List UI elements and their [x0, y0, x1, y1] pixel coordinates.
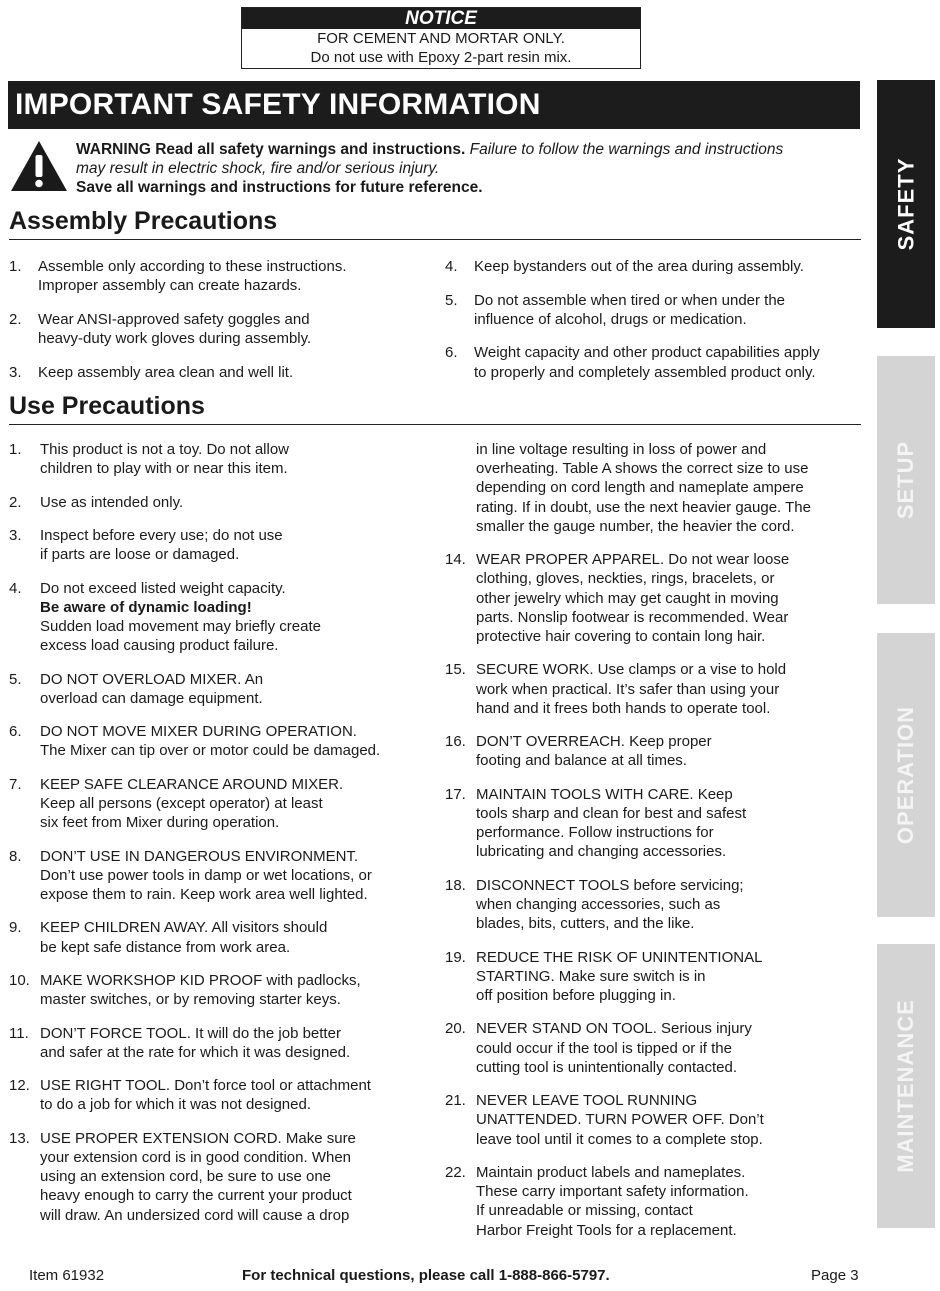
- list-item-line: NEVER STAND ON TOOL. Serious injury: [476, 1020, 752, 1038]
- list-item-line: protective hair covering to contain long hair.: [476, 628, 766, 646]
- list-item-line: MAKE WORKSHOP KID PROOF with padlocks,: [40, 971, 361, 989]
- list-item-line: Maintain product labels and nameplates.: [476, 1163, 746, 1181]
- list-item-line: tools sharp and clean for best and safest: [476, 805, 747, 822]
- list-item-line: when changing accessories, such as: [476, 896, 721, 913]
- tab-operation[interactable]: OPERATION: [877, 633, 935, 917]
- list-item-number: 13.: [9, 1129, 30, 1147]
- warning-italic-2: may result in electric shock, fire and/or serious injury.: [76, 160, 440, 177]
- list-item-number: 3.: [9, 363, 22, 381]
- list-item-line: work when practical. It’s safer than using your: [476, 680, 780, 698]
- list-item: [9, 1129, 429, 1225]
- list-item-line: to properly and completely assembled product only.: [474, 363, 816, 381]
- list-item-number: 9.: [9, 919, 22, 937]
- list-item: [445, 550, 865, 646]
- list-item-line: Wear ANSI-approved safety goggles and: [38, 310, 310, 328]
- list-item-number: 6.: [9, 723, 22, 741]
- list-item-line: overheating. Table A shows the correct size to use: [476, 460, 809, 478]
- list-item-line: USE PROPER EXTENSION CORD. Make sure: [40, 1129, 356, 1147]
- section-title-assembly: Assembly Precautions: [9, 206, 861, 240]
- page-title: IMPORTANT SAFETY INFORMATION: [8, 81, 860, 129]
- list-item-number: 5.: [445, 291, 458, 309]
- list-item-line: excess load causing product failure.: [40, 637, 279, 655]
- list-item-number: 15.: [445, 661, 466, 679]
- list-item-number: 18.: [445, 876, 466, 894]
- list-item-line: The Mixer can tip over or motor could be damaged.: [40, 742, 381, 760]
- list-item: [9, 310, 429, 348]
- list-item-line: DO NOT OVERLOAD MIXER. An: [40, 670, 264, 688]
- list-item-number: 2.: [9, 310, 22, 328]
- assembly-list-right: [445, 257, 865, 382]
- list-item: [445, 1091, 865, 1149]
- list-item-line: Don’t use power tools in damp or wet locations, or: [40, 866, 372, 884]
- list-item-line: off position before plugging in.: [476, 987, 676, 1004]
- list-item-line: These carry important safety information.: [476, 1183, 749, 1201]
- list-item-line: expose them to rain. Keep work area well lighted.: [40, 885, 368, 903]
- list-item-line: NEVER LEAVE TOOL RUNNING: [476, 1092, 698, 1110]
- notice-box: [241, 7, 641, 69]
- list-item-line: Keep assembly area clean and well lit.: [38, 363, 294, 381]
- list-item-number: 20.: [445, 1020, 466, 1038]
- list-item-line: Sudden load movement may briefly create: [40, 617, 321, 635]
- list-item: [9, 493, 429, 512]
- list-item-line: If unreadable or missing, contact: [476, 1202, 693, 1220]
- list-item-line: SECURE WORK. Use clamps or a vise to hold: [476, 661, 787, 679]
- list-item-number: 3.: [9, 526, 22, 544]
- notice-title: NOTICE: [242, 8, 640, 29]
- list-item: [445, 291, 865, 329]
- footer-item-number: Item 61932: [29, 1267, 105, 1284]
- list-item-line: parts. Nonslip footwear is recommended. Wear: [476, 608, 789, 626]
- list-item-line: rating. If in doubt, use the next heavier gauge. The: [476, 498, 811, 516]
- list-item: [9, 1076, 429, 1114]
- list-item-number: 19.: [445, 948, 466, 966]
- list-item: [445, 257, 865, 276]
- list-item: [445, 343, 865, 381]
- list-item-line: blades, bits, cutters, and the like.: [476, 915, 695, 933]
- tab-safety[interactable]: SAFETY: [877, 80, 935, 328]
- list-item-line: influence of alcohol, drugs or medication.: [474, 310, 747, 328]
- list-item: [9, 579, 429, 656]
- list-item-line: Do not assemble when tired or when under the: [474, 291, 786, 309]
- list-item-line: your extension cord is in good condition. When: [40, 1148, 352, 1166]
- list-item-line: DO NOT MOVE MIXER DURING OPERATION.: [40, 723, 357, 741]
- footer-phone: For technical questions, please call 1-888-866-5797.: [242, 1267, 610, 1284]
- list-item-line: lubricating and changing accessories.: [476, 843, 727, 861]
- list-item-line: to do a job for which it was not designed.: [40, 1096, 311, 1114]
- list-item-number: 16.: [445, 733, 466, 751]
- list-item-number: 1.: [9, 258, 22, 275]
- list-item-number: 4.: [9, 579, 22, 597]
- list-item-line: This product is not a toy. Do not allow: [40, 441, 290, 458]
- list-item: [9, 363, 429, 382]
- list-item-line: DISCONNECT TOOLS before servicing;: [476, 876, 744, 894]
- list-item: [445, 440, 865, 536]
- list-item-line: could occur if the tool is tipped or if the: [476, 1039, 732, 1057]
- list-item-line: KEEP CHILDREN AWAY. All visitors should: [40, 919, 328, 937]
- list-item-number: 4.: [445, 258, 458, 275]
- list-item-line: be kept safe distance from work area.: [40, 938, 291, 956]
- list-item-line: leave tool until it comes to a complete stop.: [476, 1130, 763, 1148]
- list-item-line: Keep bystanders out of the area during assembly.: [474, 258, 804, 275]
- list-item-line: six feet from Mixer during operation.: [40, 814, 280, 832]
- list-item: [445, 785, 865, 862]
- list-item-number: 21.: [445, 1092, 466, 1110]
- list-item-number: 17.: [445, 785, 466, 803]
- section-title-use: Use Precautions: [9, 391, 861, 425]
- list-item-line: in line voltage resulting in loss of power and: [476, 441, 767, 458]
- list-item: [445, 660, 865, 718]
- notice-line-1: FOR CEMENT AND MORTAR ONLY.: [317, 30, 565, 47]
- list-item-line: children to play with or near this item.: [40, 460, 288, 478]
- list-item-line: DON’T USE IN DANGEROUS ENVIRONMENT.: [40, 847, 359, 865]
- list-item-line: STARTING. Make sure switch is in: [476, 967, 706, 985]
- list-item: [9, 526, 429, 564]
- list-item-line: heavy enough to carry the current your product: [40, 1187, 352, 1205]
- tab-maintenance[interactable]: MAINTENANCE: [877, 944, 935, 1228]
- list-item-line: using an extension cord, be sure to use one: [40, 1168, 332, 1186]
- list-item-line: footing and balance at all times.: [476, 752, 687, 770]
- list-item-line: cutting tool is unintentionally contacted.: [476, 1058, 737, 1076]
- list-item-line: smaller the gauge number, the heavier the cord.: [476, 517, 795, 535]
- list-item-number: 14.: [445, 551, 466, 569]
- list-item: [445, 732, 865, 770]
- list-item-line: Assemble only according to these instructions.: [38, 258, 347, 275]
- list-item-line: MAINTAIN TOOLS WITH CARE. Keep: [476, 785, 733, 803]
- list-item-line: will draw. An undersized cord will cause a drop: [40, 1206, 350, 1224]
- list-item-line: master switches, or by removing starter keys.: [40, 991, 341, 1009]
- list-item-number: 6.: [445, 344, 458, 362]
- warning-triangle-icon: [9, 139, 69, 193]
- footer-page-number: Page 3: [811, 1267, 859, 1284]
- list-item-line: Weight capacity and other product capabilities apply: [474, 344, 820, 362]
- list-item-number: 11.: [9, 1024, 29, 1042]
- list-item: [445, 1163, 865, 1240]
- list-item: [9, 1024, 429, 1062]
- list-item: [9, 775, 429, 833]
- assembly-list-left: [9, 257, 429, 382]
- list-item: [9, 918, 429, 956]
- list-item-line: Harbor Freight Tools for a replacement.: [476, 1221, 737, 1239]
- list-item-line: Inspect before every use; do not use: [40, 526, 283, 544]
- list-item: [9, 257, 429, 295]
- warning-italic-1: Failure to follow the warnings and instructions: [469, 141, 784, 158]
- list-item-number: 1.: [9, 441, 22, 458]
- list-item-number: 5.: [9, 670, 22, 688]
- list-item: [445, 1019, 865, 1077]
- list-item-number: 22.: [445, 1163, 466, 1181]
- list-item-line: depending on cord length and nameplate ampere: [476, 479, 804, 497]
- list-item-line: UNATTENDED. TURN POWER OFF. Don’t: [476, 1111, 764, 1129]
- list-item-line: WEAR PROPER APPAREL. Do not wear loose: [476, 551, 790, 569]
- list-item-line: Be aware of dynamic loading!: [40, 598, 252, 616]
- list-item-line: DON’T OVERREACH. Keep proper: [476, 733, 712, 751]
- list-item: [9, 971, 429, 1009]
- list-item-line: if parts are loose or damaged.: [40, 546, 240, 564]
- warning-save-line: Save all warnings and instructions for future reference.: [76, 179, 483, 196]
- list-item: [9, 670, 429, 708]
- list-item-line: Improper assembly can create hazards.: [38, 277, 302, 295]
- list-item: [9, 440, 429, 478]
- list-item-line: Use as intended only.: [40, 493, 184, 511]
- list-item-line: USE RIGHT TOOL. Don’t force tool or attachment: [40, 1077, 371, 1095]
- tab-setup[interactable]: SETUP: [877, 356, 935, 604]
- list-item-number: 8.: [9, 847, 22, 865]
- list-item-number: 12.: [9, 1077, 30, 1095]
- list-item-line: other jewelry which may get caught in moving: [476, 589, 779, 607]
- list-item-line: clothing, gloves, neckties, rings, bracelets, or: [476, 570, 775, 588]
- use-list-right: [445, 440, 865, 1240]
- list-item: [9, 847, 429, 905]
- list-item-line: Do not exceed listed weight capacity.: [40, 579, 286, 597]
- list-item-line: DON’T FORCE TOOL. It will do the job better: [40, 1024, 341, 1042]
- list-item: [9, 722, 429, 760]
- list-item-line: REDUCE THE RISK OF UNINTENTIONAL: [476, 948, 763, 966]
- list-item-line: KEEP SAFE CLEARANCE AROUND MIXER.: [40, 775, 344, 793]
- list-item-line: overload can damage equipment.: [40, 689, 263, 707]
- list-item-line: heavy-duty work gloves during assembly.: [38, 330, 312, 347]
- warning-text: [76, 140, 856, 197]
- list-item-line: hand and it frees both hands to operate tool.: [476, 699, 771, 717]
- list-item-line: and safer at the rate for which it was designed.: [40, 1043, 351, 1061]
- warning-bold: WARNING Read all safety warnings and instructions.: [76, 141, 466, 158]
- use-list-left: [9, 440, 429, 1225]
- notice-line-2: Do not use with Epoxy 2-part resin mix.: [310, 49, 572, 66]
- list-item: [445, 876, 865, 934]
- list-item-line: Keep all persons (except operator) at least: [40, 794, 323, 812]
- list-item-number: 10.: [9, 971, 30, 989]
- list-item-number: 2.: [9, 493, 22, 511]
- list-item-line: performance. Follow instructions for: [476, 824, 714, 842]
- list-item: [445, 948, 865, 1006]
- list-item-number: 7.: [9, 775, 22, 793]
